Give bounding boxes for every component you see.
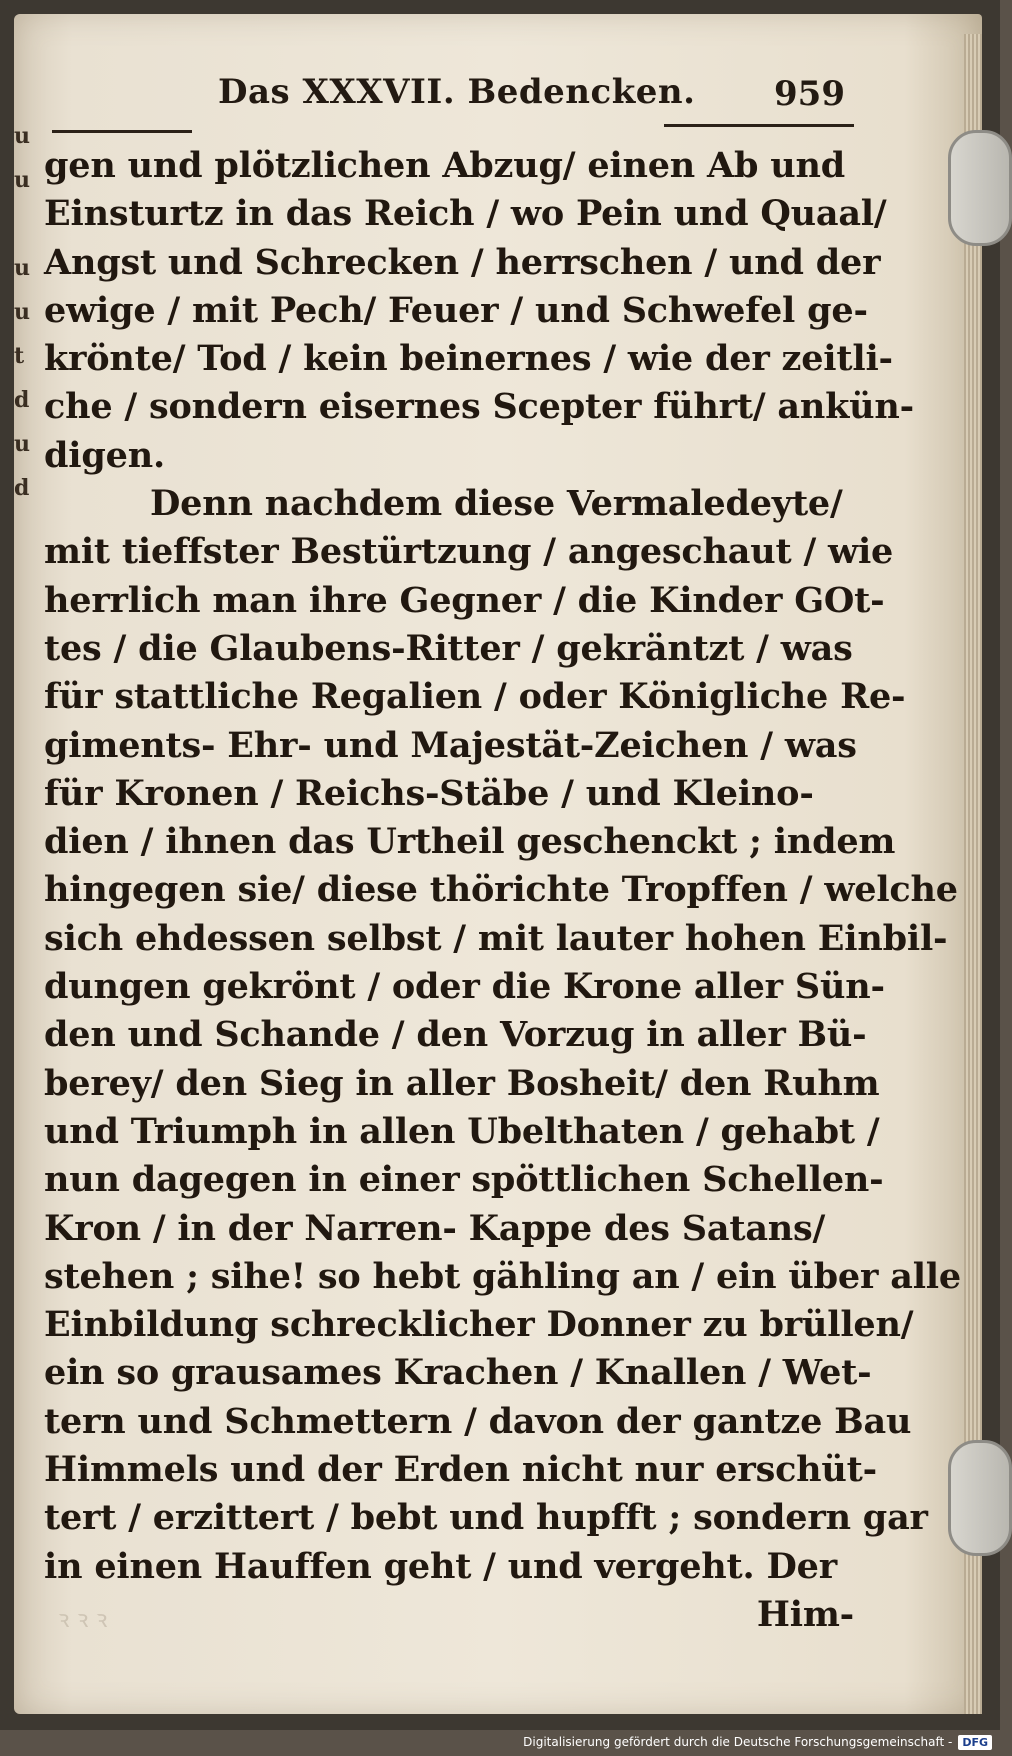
header-rule-left — [52, 130, 192, 133]
text-line: hingegen sie/ diese thörichte Tropffen / welche — [44, 869, 958, 911]
text-line: digen. — [44, 434, 165, 476]
text-line: tern und Schmettern / davon der gantze Bau — [44, 1400, 912, 1442]
header-rule-right — [664, 124, 854, 127]
text-line: berey/ den Sieg in aller Bosheit/ den Ruhm — [44, 1062, 880, 1104]
text-line: tes / die Glaubens-Ritter / gekräntzt / was — [44, 627, 853, 669]
text-line: den und Schande / den Vorzug in aller Bü- — [44, 1014, 867, 1056]
text-line: dien / ihnen das Urtheil geschenckt ; indem — [44, 821, 896, 863]
text-line: mit tieffster Bestürtzung / angeschaut / wie — [44, 531, 894, 573]
show-through-text: ꝛ ꝛ ꝛ — [58, 1605, 108, 1633]
previous-page-margin: u u u u t d u d — [14, 123, 30, 501]
dfg-logo: DFG — [958, 1735, 992, 1750]
text-line: stehen ; sihe! so hebt gähling an / ein über alle — [44, 1255, 961, 1297]
footer-credit — [523, 1732, 992, 1752]
text-line: che / sondern eisernes Scepter führt/ ankün- — [44, 386, 914, 428]
text-line: Angst und Schrecken / herrschen / und der — [44, 241, 881, 283]
text-line: Kron / in der Narren- Kappe des Satans/ — [44, 1207, 826, 1249]
page-number: 959 — [774, 74, 845, 114]
text-line: krönte/ Tod / kein beinernes / wie der zeitli- — [44, 338, 893, 380]
text-line: in einen Hauffen geht / und vergeht. Der — [44, 1545, 837, 1587]
text-line: sich ehdessen selbst / mit lauter hohen Einbil- — [44, 917, 948, 959]
text-line: und Triumph in allen Ubelthaten / gehabt / — [44, 1110, 880, 1152]
text-line: herrlich man ihre Gegner / die Kinder GOt- — [44, 579, 885, 621]
text-line: ewige / mit Pech/ Feuer / und Schwefel ge- — [44, 289, 868, 331]
running-title: Das XXXVII. Bedencken. — [218, 72, 696, 112]
page-clip-top — [948, 130, 1012, 246]
text-line: tert / erzittert / bebt und hupfft ; sondern gar — [44, 1497, 928, 1539]
text-line: Denn nachdem diese Vermaledeyte/ — [150, 483, 843, 525]
text-line: giments- Ehr- und Majestät-Zeichen / was — [44, 724, 857, 766]
text-line: für Kronen / Reichs-Stäbe / und Kleino- — [44, 772, 814, 814]
body-text — [44, 142, 961, 1639]
book-page — [14, 14, 982, 1714]
text-line: gen und plötzlichen Abzug/ einen Ab und — [44, 145, 846, 186]
page-clip-bottom — [948, 1440, 1012, 1556]
text-line: ein so grausames Krachen / Knallen / Wet- — [44, 1352, 872, 1394]
text-line: nun dagegen in einer spöttlichen Schellen- — [44, 1159, 884, 1201]
running-head — [14, 72, 982, 128]
text-line: Himmels und der Erden nicht nur erschüt- — [44, 1449, 877, 1491]
text-line: Einsturtz in das Reich / wo Pein und Quaal/ — [44, 193, 887, 235]
text-line: Him- — [756, 1593, 854, 1635]
text-line: dungen gekrönt / oder die Krone aller Sün- — [44, 966, 885, 1008]
text-line: für stattliche Regalien / oder Königliche Re- — [44, 676, 906, 718]
footer-credit-text: Digitalisierung gefördert durch die Deutsche Forschungsgemeinschaft - — [523, 1735, 953, 1749]
text-line: Einbildung schrecklicher Donner zu brüllen/ — [44, 1304, 914, 1346]
